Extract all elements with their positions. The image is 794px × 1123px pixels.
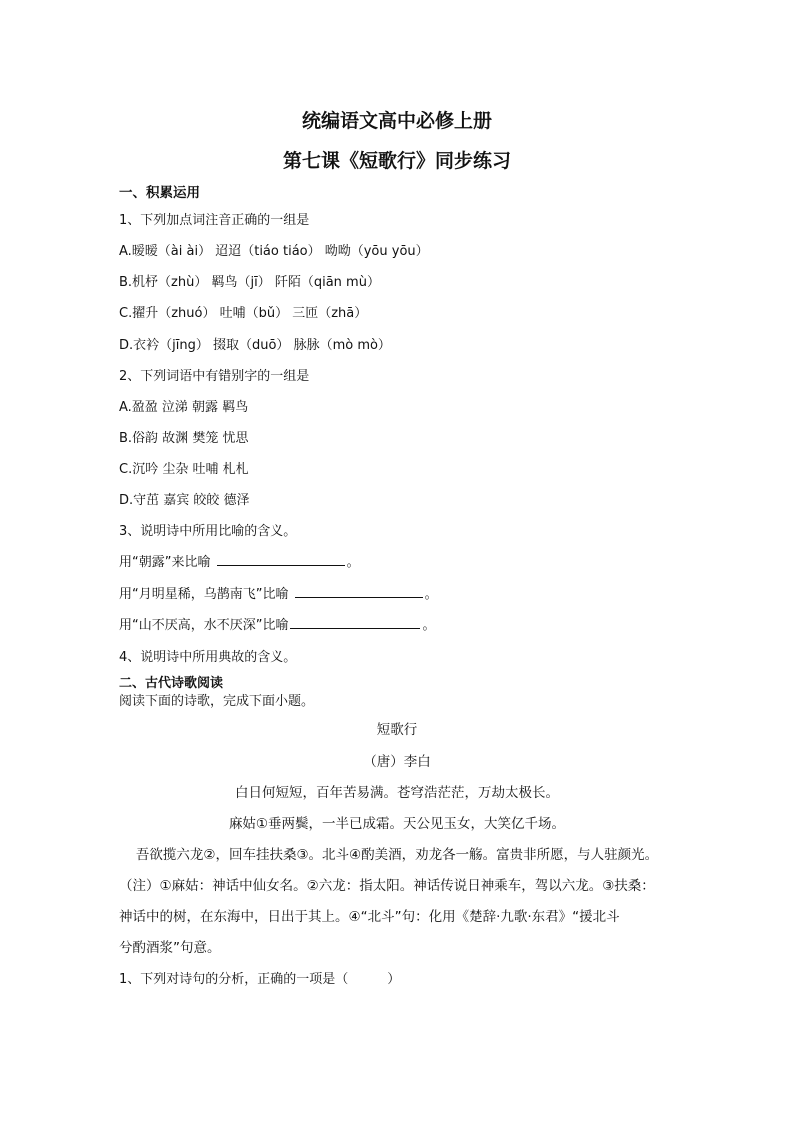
q2-stem: 2、下列词语中有错别字的一组是 [119,369,310,384]
poem-note-2: 神话中的树，在东海中，日出于其上。④“北斗”句：化用《楚辞·九歌·东君》“援北斗 [119,909,620,925]
document-title: 统编语文高中必修上册 [301,110,492,132]
q3-item-1-blank[interactable] [217,553,345,566]
q2-option-c: C.沉吟 尘杂 吐哺 札札 [119,462,249,477]
poem-line-1: 白日何短短，百年苦易满。苍穹浩茫茫，万劫太极长。 [235,785,559,801]
section2-intro: 阅读下面的诗歌，完成下面小题。 [119,694,315,709]
q3-item-2-prefix: 用“月明星稀，乌鹊南飞”比喻 [119,587,293,602]
q3-item-2-suffix: 。 [424,587,438,602]
q2-option-a: A.盈盈 泣涕 朝露 羁鸟 [119,400,249,415]
q2-option-d: D.守茁 嘉宾 皎皎 德泽 [119,493,250,508]
q3-item-1-suffix: 。 [346,555,360,570]
section2-q1-stem: 1、下列对诗句的分析，正确的一项是（ ） [119,972,401,987]
document-subtitle: 第七课《短歌行》同步练习 [282,150,511,172]
q3-item-3-suffix: 。 [422,618,436,633]
q2-option-b: B.俗韵 故渊 樊笼 忧思 [119,431,249,446]
q1-option-b: B.机杼（zhù） 羁鸟（jī） 阡陌（qiān mù） [119,275,380,290]
poem-note-1: （注）①麻姑：神话中仙女名。②六龙：指太阳。神话传说日神乘车，驾以六龙。③扶桑： [119,878,655,894]
q3-item-3 [119,614,436,633]
q1-stem: 1、下列加点词注音正确的一组是 [119,213,310,228]
poem-line-2: 麻姑①垂两鬓，一半已成霜。天公见玉女，大笑亿千场。 [228,816,566,832]
q1-option-c: C.擢升（zhuó） 吐哺（bǔ） 三匝（zhā） [119,306,368,321]
q1-option-d: D.衣衿（jīng） 掇取（duō） 脉脉（mò mò） [119,338,391,353]
poem-author: （唐）李白 [363,754,431,770]
q3-item-2 [119,583,438,602]
poem-note-3: 兮酌酒浆”句意。 [119,940,221,956]
q4-stem: 4、说明诗中所用典故的含义。 [119,650,297,665]
q3-stem: 3、说明诗中所用比喻的含义。 [119,524,297,539]
q1-option-a: A.暧暧（ài ài） 迢迢（tiáo tiáo） 呦呦（yōu yōu） [119,244,429,259]
section2-heading: 二、古代诗歌阅读 [119,676,224,691]
q3-item-2-blank[interactable] [295,585,423,598]
q3-item-1-prefix: 用“朝露”来比喻 [119,555,215,570]
q3-item-3-prefix: 用“山不厌高，水不厌深”比喻 [119,618,289,633]
section1-heading: 一、积累运用 [119,185,200,201]
poem-line-3: 吾欲揽六龙②，回车挂扶桑③。北斗④酌美酒，劝龙各一觞。富贵非所愿，与人驻颜光。 [135,847,659,863]
q3-item-1 [119,551,360,570]
q3-item-3-blank[interactable] [290,616,420,629]
poem-title: 短歌行 [376,722,418,738]
